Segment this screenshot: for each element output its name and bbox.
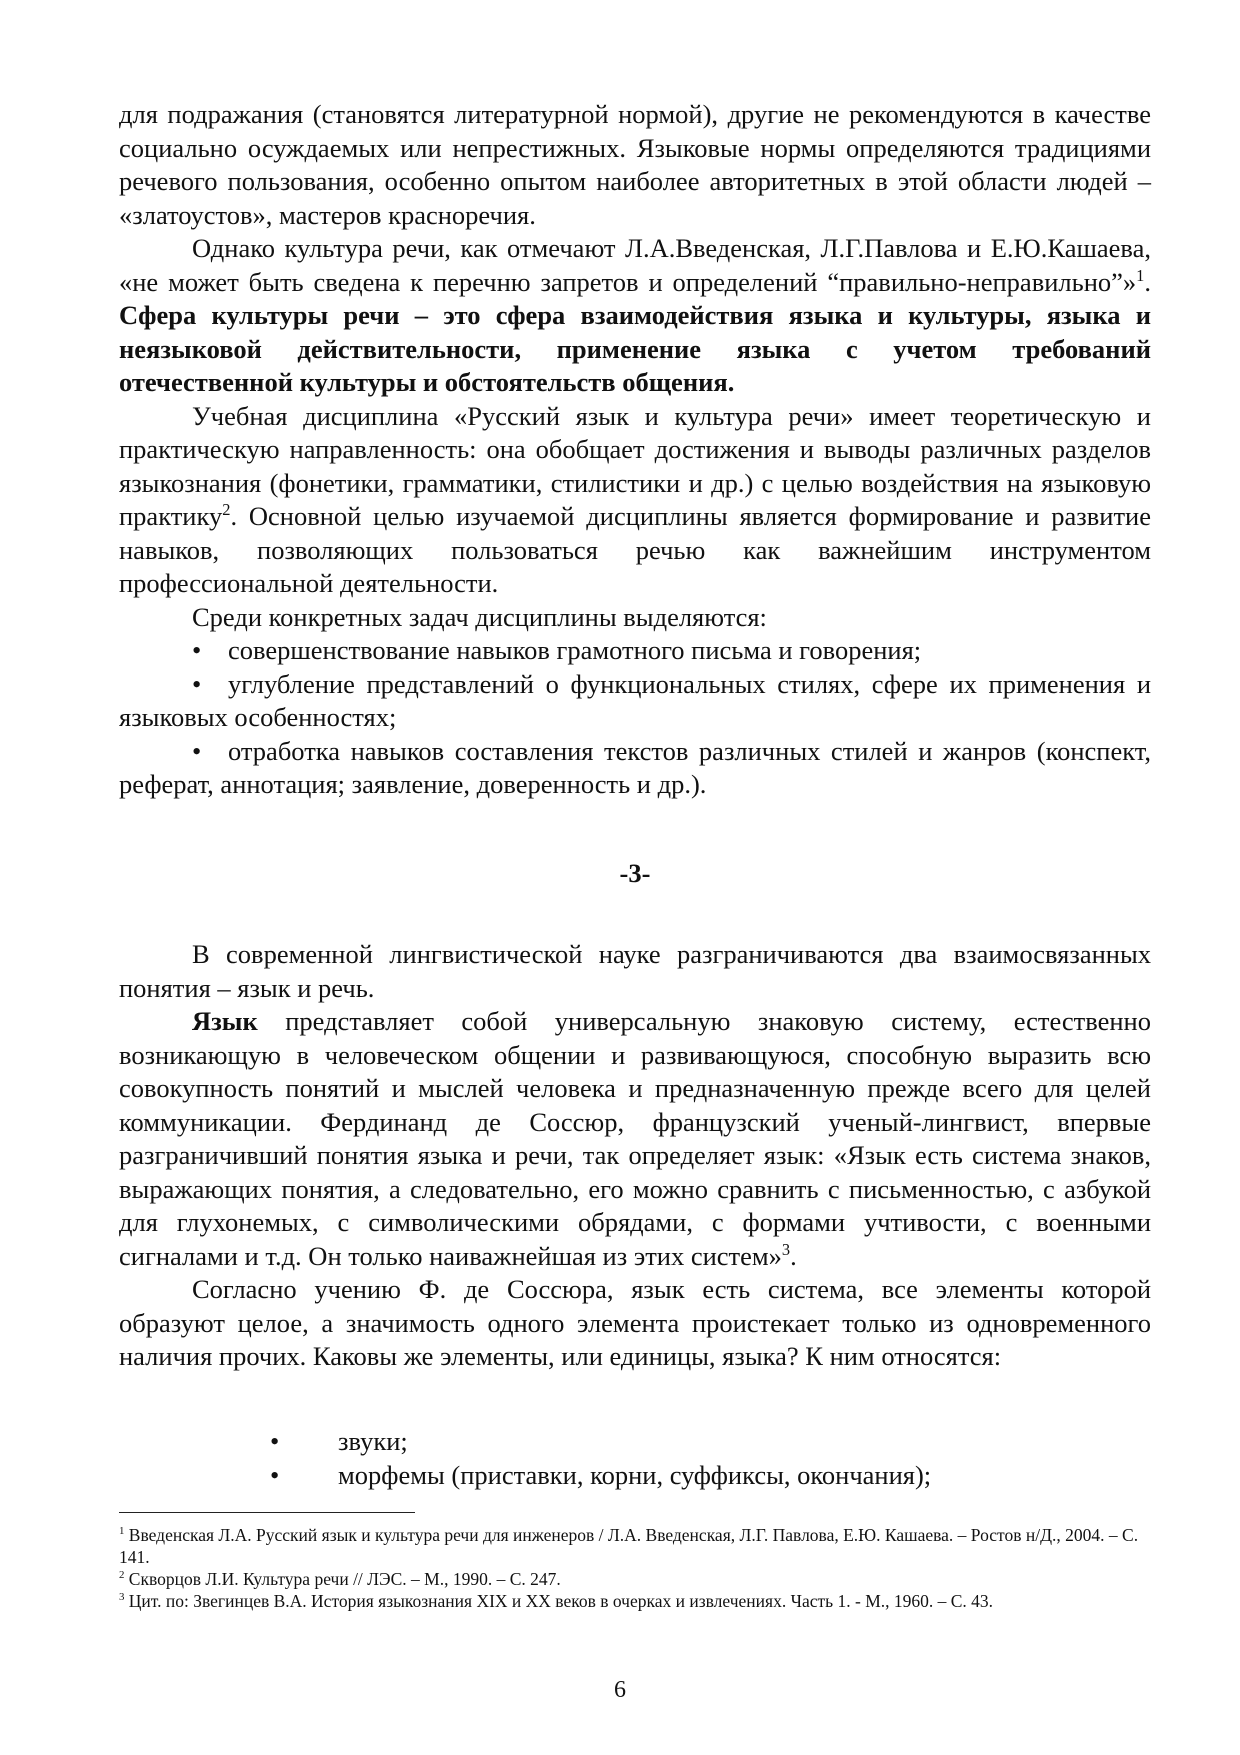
footnote-number: 2 [119, 1569, 125, 1582]
paragraph-text: . Основной целью изучаемой дисциплины является формирование и развитие навыков, позволяющих пользоваться речью как важнейшим инструментом профессиональной деятельности. [119, 501, 1151, 598]
footnote-3 [119, 1590, 1151, 1612]
list-item [119, 668, 1151, 735]
footnote-1 [119, 1524, 1151, 1568]
bullet-icon: • [192, 668, 202, 699]
list-item-text: морфемы (приставки, корни, суффиксы, окончания); [338, 1459, 932, 1490]
list-item-text: звуки; [338, 1426, 408, 1456]
list-item [270, 1459, 931, 1493]
list-item [119, 634, 1151, 668]
paragraph-discipline [119, 400, 1151, 601]
paragraph-text: представляет собой универсальную знаковую систему, естественно возникающую в человеческом общении и развивающуюся, способную выразить всю совокупность понятий и мыслей человека и предназначенную прежде всего для целей коммуникации. Фердинанд де Соссюр, французский ученый-лингвист, впервые разграничивший понятия языка и речи, так определяет язык: «Язык есть система знаков, выражающих понятия, а следовательно, его можно сравнить с письменностью, с азбукой для глухонемых, с символическими обрядами, с формами учтивости, с военными сигналами и т.д. Он только наиважнейшая из этих систем» [119, 1006, 1151, 1271]
section-number: -3- [619, 858, 651, 888]
bold-term: Язык [192, 1006, 258, 1036]
bullet-icon: • [192, 635, 202, 665]
page-number: 6 [614, 1677, 626, 1703]
bullet-icon: • [192, 735, 202, 766]
list-item [270, 1425, 931, 1459]
paragraph-language-definition [119, 1005, 1151, 1273]
paragraph-text: Однако культура речи, как отмечают Л.А.Введенская, Л.Г.Павлова и Е.Ю.Кашаева, «не может быть сведена к перечню запретов и определений “правильно-неправильно”» [119, 233, 1151, 297]
footnote-text: Скворцов Л.И. Культура речи // ЛЭС. – М., 1990. – С. 247. [128, 1569, 561, 1589]
footnote-number: 1 [119, 1525, 125, 1538]
paragraph-text: Учебная дисциплина «Русский язык и культура речи» имеет теоретическую и практическую направленность: она обобщает достижения и выводы различных разделов языкознания (фонетики, грамматики, стилистики и др.) с целью воздействия на языковую практику [119, 400, 1151, 531]
paragraph-norms: для подражания (становятся литературной нормой), другие не рекомендуются в качестве социально осуждаемых или непрестижных. Языковые нормы определяются традициями речевого пользования, особенно опытом наиболее авторитетных в этой области людей – «златоустов», мастеров красноречия. [119, 99, 1151, 230]
footnote-number: 3 [119, 1591, 125, 1604]
list-item-text: углубление представлений о функциональных стилях, сфере их применения и языковых особенностях; [119, 668, 1151, 732]
paragraph-language-speech: В современной лингвистической науке разграничиваются два взаимосвязанных понятия – язык и речь. [119, 939, 1151, 1003]
footnote-2 [119, 1568, 1151, 1590]
punctuation: . [1144, 266, 1151, 297]
list-item-text: отработка навыков составления текстов различных стилей и жанров (конспект, реферат, аннотация; заявление, доверенность и др.). [119, 735, 1151, 799]
footnote-ref-1[interactable]: 1 [1136, 265, 1145, 285]
footnote-ref-2[interactable]: 2 [222, 500, 231, 520]
paragraph-speech-culture [119, 232, 1151, 400]
top-text-block [119, 98, 1151, 802]
section-text-block [119, 938, 1151, 1374]
footnote-text: Цит. по: Звегинцев В.А. История языкознания XIX и XX веков в очерках и извлечениях. Часть 1. - М., 1960. – С. 43. [128, 1591, 994, 1611]
list-item [119, 735, 1151, 802]
footnote-text: Введенская Л.А. Русский язык и культура речи для инженеров / Л.А. Введенская, Л.Г. Павлова, Е.Ю. Кашаева. – Ростов н/Д., 2004. – С. 141. [119, 1525, 1139, 1567]
language-units-list [270, 1425, 931, 1492]
paragraph-tasks-intro: Среди конкретных задач дисциплины выделяются: [192, 601, 767, 632]
punctuation: . [790, 1240, 797, 1271]
footnote-ref-3[interactable]: 3 [781, 1239, 791, 1259]
list-item-text: совершенствование навыков грамотного письма и говорения; [228, 635, 922, 665]
footnote-divider [119, 1512, 415, 1513]
footnotes [119, 1524, 1151, 1612]
paragraph-saussure: Согласно учению Ф. де Соссюра, язык есть система, все элементы которой образуют целое, а значимость одного элемента проистекает только из одновременного наличия прочих. Каковы же элементы, или единицы, языка? К ним относятся: [119, 1274, 1151, 1371]
bullet-icon: • [270, 1459, 280, 1490]
bullet-icon: • [270, 1426, 280, 1456]
bold-definition: Сфера культуры речи – это сфера взаимодействия языка и культуры, языка и неязыковой действительности, применение языка с учетом требований отечественной культуры и обстоятельств общения. [119, 300, 1151, 397]
